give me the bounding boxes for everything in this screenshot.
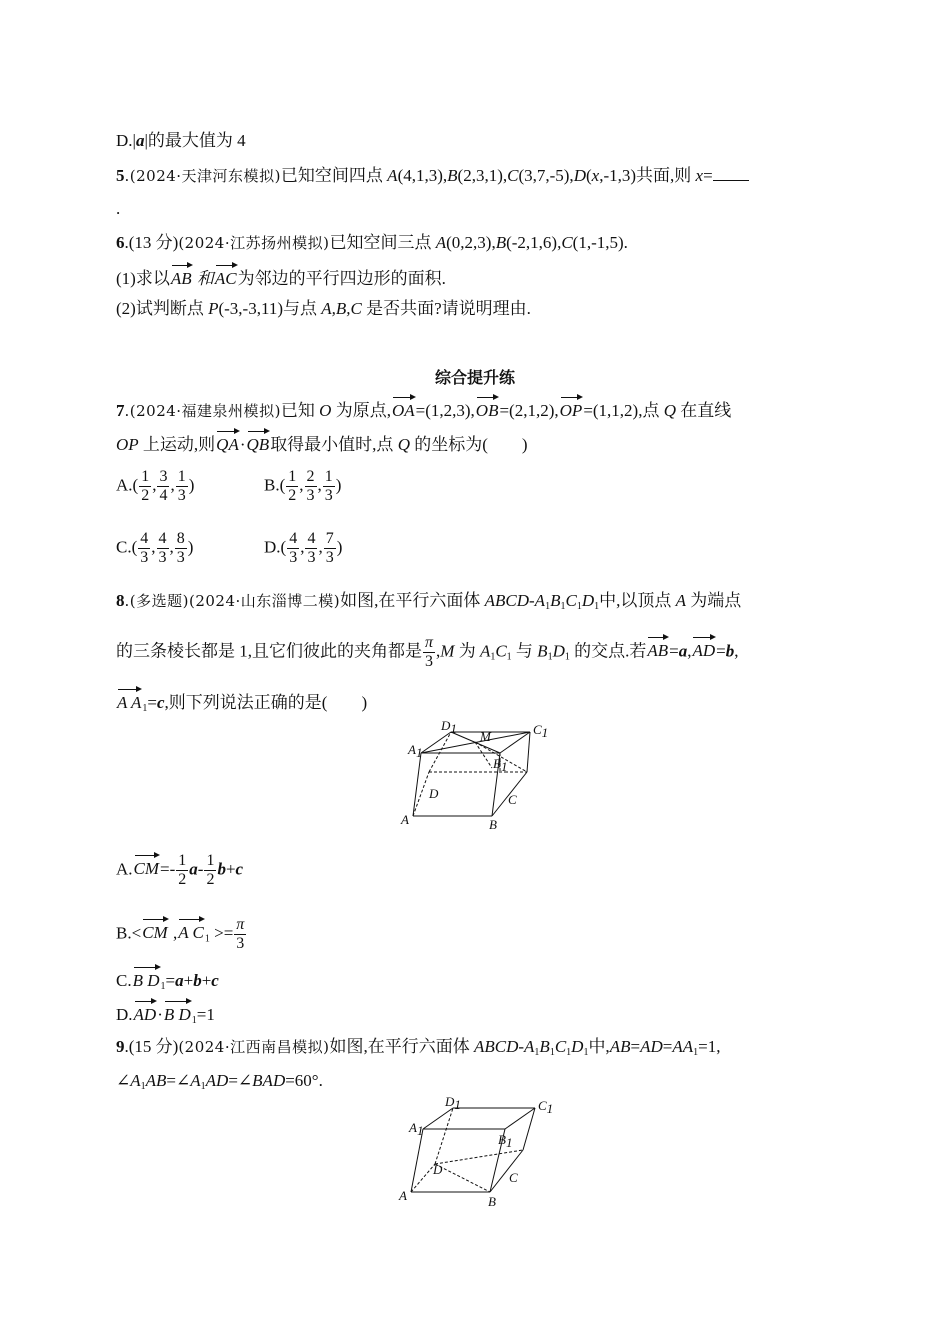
question-8: 8.(多选题)(2024·山东淄博二模)如图,在平行六面体 ABCD-$A_1B_1C_1D_1$中,以顶点 A 为端点: [116, 591, 742, 612]
label-a: A: [399, 1188, 407, 1203]
q7-option-c[interactable]: C.( $\frac{4}{3}$ , $\frac{4}{3}$ , $\frac{8}{3}$ ): [116, 530, 194, 566]
label-c1: C1: [533, 722, 549, 740]
label-c: C: [509, 1170, 518, 1185]
q8-option-d[interactable]: D.AD·B $D_1=1$: [116, 998, 215, 1026]
q8-option-b[interactable]: B.<CM ,A $C_1$ >= $\frac{\pi}{3}$: [116, 916, 245, 952]
question-6: 6.(13 分)(2024·江苏扬州模拟)已知空间三点 A(0,2,3),B(-2,1,6),C(1,-1,5).: [116, 233, 628, 252]
label-d: D: [429, 786, 439, 801]
label-a1: A1: [409, 1120, 424, 1138]
label-c: C: [508, 792, 517, 807]
label-a1: A1: [408, 742, 423, 760]
q8-option-a[interactable]: A.CM=- $\frac{1}{2}$ a- $\frac{1}{2}$ b+c: [116, 852, 244, 888]
question-9: 9.(15 分)(2024·江西南昌模拟)如图,在平行六面体 ABCD-$A_1B_1C_1D_1$中$,AB=AD=AA_1=1$,: [116, 1037, 721, 1058]
label-b: B: [488, 1194, 496, 1209]
q8-option-c[interactable]: C.B $D_1=a+b+c$: [116, 964, 219, 992]
parallelepiped-figure-1: [395, 716, 555, 834]
q7-option-a[interactable]: A.( $\frac{1}{2}$ , $\frac{3}{4}$ , $\frac{1}{3}$ ): [116, 468, 195, 504]
question-7-line-2: OP 上运动,则QA·QB取得最小值时,点 Q 的坐标为( ): [116, 428, 528, 456]
label-c1: C1: [538, 1098, 554, 1116]
question-6-part-2: (2)试判断点 P(-3,-3,11)与点 A,B,C 是否共面?请说明理由.: [116, 299, 531, 318]
answer-blank[interactable]: [713, 166, 749, 181]
section-title: 综合提升练: [434, 368, 515, 387]
label-d: D: [433, 1162, 443, 1177]
question-6-part-1: (1)求以AB 和AC为邻边的平行四边形的面积.: [116, 262, 446, 290]
label-a: A: [401, 812, 409, 827]
question-9-line-2: $\angle A_1AB=\angle A_1AD=\angle BAD=60^\circ$.: [116, 1071, 323, 1092]
question-5: 5.(2024·天津河东模拟)已知空间四点 A(4,1,3),B(2,3,1),C(3,7,-5),D(x,-1,3)共面,则 x=: [116, 165, 749, 187]
label-b: B: [489, 817, 497, 832]
label-d1: D1: [445, 1094, 461, 1112]
question-8-line-3: A $A_1=c$,则下列说法正确的是( ): [116, 686, 367, 714]
question-8-line-2: 的三条棱长都是 1,且它们彼此的夹角都是 $\frac{\pi}{3}$ ,M 为 $A_1C_1$ 与 $B_1D_1$ 的交点.若AB=a,AD=b,: [116, 634, 739, 670]
label-b1: B1: [493, 756, 508, 774]
question-7: 7.(2024·福建泉州模拟)已知 O 为原点,OA=(1,2,3),OB=(2,1,2),OP=(1,1,2),点 Q 在直线: [116, 394, 731, 422]
label-d1: D1: [441, 718, 457, 736]
q4-option-d: D.|a|的最大值为 4: [116, 131, 246, 150]
question-5-dot: .: [116, 199, 121, 218]
label-b1: B1: [498, 1132, 513, 1150]
label-m: M: [480, 729, 491, 744]
q7-option-b[interactable]: B.( $\frac{1}{2}$ , $\frac{2}{3}$ , $\frac{1}{3}$ ): [264, 468, 342, 504]
parallelepiped-figure-2: [395, 1094, 560, 1212]
q7-option-d[interactable]: D.( $\frac{4}{3}$ , $\frac{4}{3}$ , $\frac{7}{3}$ ): [264, 530, 343, 566]
